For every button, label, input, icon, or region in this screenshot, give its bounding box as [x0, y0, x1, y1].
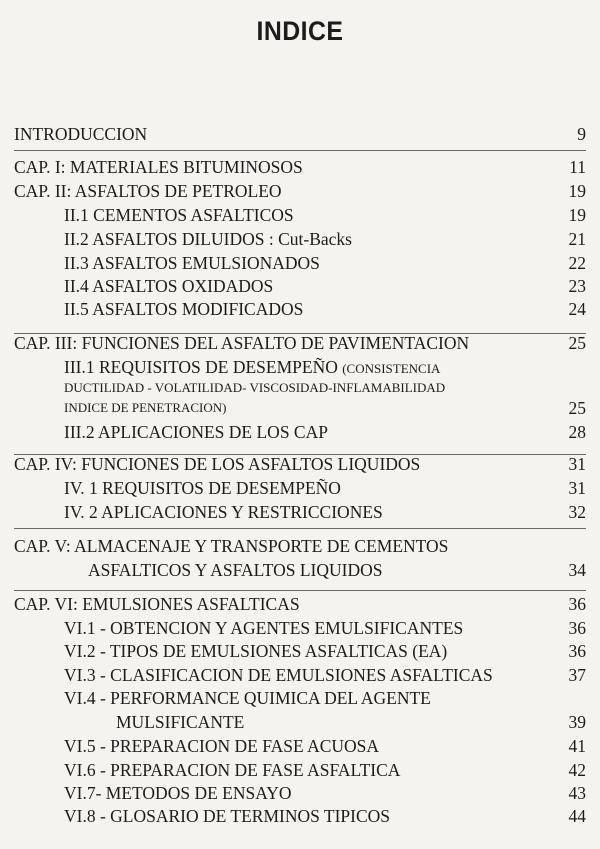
toc-entry-title: IV. 1 REQUISITOS DE DESEMPEÑO	[64, 478, 341, 498]
toc-entry-page: 36	[568, 618, 586, 638]
toc-entry-title: VI.5 - PREPARACION DE FASE ACUOSA	[64, 736, 380, 756]
toc-entry-page: 25	[568, 333, 586, 353]
section-divider	[14, 528, 586, 529]
toc-entry-detail: (CONSISTENCIA	[342, 361, 441, 376]
toc-entry-title: VI.8 - GLOSARIO DE TERMINOS TIPICOS	[64, 806, 391, 826]
toc-entry-detail: INDICE DE PENETRACION)	[64, 400, 227, 415]
toc-entry-page: 11	[569, 157, 586, 177]
toc-entry-page: 32	[568, 502, 586, 522]
toc-entry-title: CAP. I: MATERIALES BITUMINOSOS	[14, 157, 303, 177]
toc-entry-page: 22	[568, 253, 586, 273]
toc-entry-title: CAP. IV: FUNCIONES DE LOS ASFALTOS LIQUIDOS	[14, 454, 421, 474]
toc-entry-page: 31	[568, 478, 586, 498]
toc-entry-title: III.2 APLICACIONES DE LOS CAP	[64, 422, 328, 442]
toc-entry-title: II.3 ASFALTOS EMULSIONADOS	[64, 253, 320, 273]
toc-entry-page: 39	[568, 712, 586, 732]
toc-entry-title: VI.4 - PERFORMANCE QUIMICA DEL AGENTE	[64, 688, 431, 708]
page-title: INDICE	[256, 16, 344, 46]
toc-entry-page: 36	[568, 594, 586, 614]
toc-entry-page: 19	[568, 181, 586, 201]
toc-entry-page: 41	[568, 736, 586, 756]
toc-entry-title: VI.6 - PREPARACION DE FASE ASFALTICA	[64, 760, 401, 780]
toc-entry-page: 44	[568, 806, 586, 826]
toc-entry-page: 28	[568, 422, 586, 442]
toc-entry-title: II.2 ASFALTOS DILUIDOS : Cut-Backs	[64, 229, 352, 249]
toc-entry-page: 21	[568, 229, 586, 249]
section-divider	[14, 590, 586, 591]
toc-entry-page: 43	[568, 783, 586, 803]
toc-entry-title: VI.7- METODOS DE ENSAYO	[64, 783, 292, 803]
section-divider	[14, 150, 586, 151]
toc-entry-page: 31	[568, 454, 586, 474]
toc-entry-title: CAP. VI: EMULSIONES ASFALTICAS	[14, 594, 300, 614]
toc-entry-page: 36	[568, 641, 586, 661]
toc-entry-title: II.5 ASFALTOS MODIFICADOS	[64, 299, 304, 319]
toc-entry-page: 34	[568, 560, 586, 580]
toc-entry-title: VI.2 - TIPOS DE EMULSIONES ASFALTICAS (EA)	[64, 641, 448, 661]
toc-entry-page: 25	[568, 398, 586, 418]
toc-entry-page: 23	[568, 276, 586, 296]
toc-entry-page: 19	[568, 205, 586, 225]
toc-entry-page: 9	[577, 124, 586, 144]
toc-entry-title: II.1 CEMENTOS ASFALTICOS	[64, 205, 294, 225]
toc-entry-title: CAP. II: ASFALTOS DE PETROLEO	[14, 181, 282, 201]
toc-entry-page: 42	[568, 760, 586, 780]
toc-entry-page: 24	[568, 299, 586, 319]
toc-entry-page: 37	[568, 665, 586, 685]
toc-entry-main: III.1 REQUISITOS DE DESEMPEÑO	[64, 357, 338, 377]
toc-entry-title: INTRODUCCION	[14, 124, 148, 144]
toc-entry-title: VI.3 - CLASIFICACION DE EMULSIONES ASFALTICAS	[64, 665, 493, 685]
toc-entry-detail: DUCTILIDAD - VOLATILIDAD- VISCOSIDAD-INFLAMABILIDAD	[64, 380, 446, 395]
toc-entry-title: MULSIFICANTE	[116, 712, 245, 732]
toc-entry-title: VI.1 - OBTENCION Y AGENTES EMULSIFICANTES	[64, 618, 464, 638]
toc-entry-title: CAP. V: ALMACENAJE Y TRANSPORTE DE CEMENTOS	[14, 536, 449, 556]
toc-entry-title: IV. 2 APLICACIONES Y RESTRICCIONES	[64, 502, 383, 522]
toc-entry-title: CAP. III: FUNCIONES DEL ASFALTO DE PAVIMENTACION	[14, 333, 470, 353]
toc-entry-title: II.4 ASFALTOS OXIDADOS	[64, 276, 274, 296]
toc-entry-title: ASFALTICOS Y ASFALTOS LIQUIDOS	[88, 560, 383, 580]
